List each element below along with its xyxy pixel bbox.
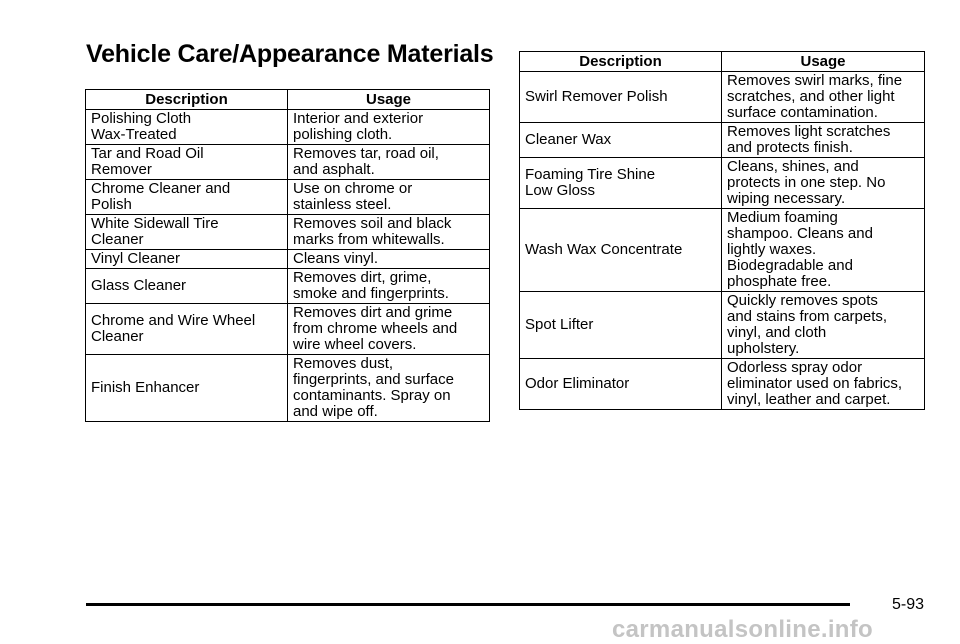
description-cell: Polishing Cloth Wax-Treated: [86, 110, 288, 145]
usage-cell: Removes swirl marks, fine scratches, and other light surface contamination.: [722, 72, 925, 123]
column-header-usage: Usage: [288, 90, 490, 110]
materials-table-right: [519, 51, 925, 410]
usage-cell: Removes soil and black marks from whitewalls.: [288, 215, 490, 250]
description-cell: Foaming Tire Shine Low Gloss: [520, 158, 722, 209]
table-row: [86, 145, 490, 180]
usage-cell: Cleans, shines, and protects in one step. No wiping necessary.: [722, 158, 925, 209]
materials-table-left: [85, 89, 490, 422]
usage-cell: Odorless spray odor eliminator used on fabrics, vinyl, leather and carpet.: [722, 359, 925, 410]
table-row: [520, 72, 925, 123]
usage-cell: Quickly removes spots and stains from carpets, vinyl, and cloth upholstery.: [722, 292, 925, 359]
usage-cell: Use on chrome or stainless steel.: [288, 180, 490, 215]
description-cell: Chrome Cleaner and Polish: [86, 180, 288, 215]
page-title: Vehicle Care/Appearance Materials: [86, 40, 494, 68]
watermark: carmanualsonline.info: [612, 616, 874, 643]
description-cell: White Sidewall Tire Cleaner: [86, 215, 288, 250]
table-header-row: [86, 90, 490, 110]
table-row: [86, 215, 490, 250]
column-header-description: Description: [520, 52, 722, 72]
description-cell: Odor Eliminator: [520, 359, 722, 410]
description-cell: Swirl Remover Polish: [520, 72, 722, 123]
description-cell: Cleaner Wax: [520, 123, 722, 158]
table-row: [86, 304, 490, 355]
usage-cell: Removes tar, road oil, and asphalt.: [288, 145, 490, 180]
description-cell: Glass Cleaner: [86, 269, 288, 304]
table-header-row: [520, 52, 925, 72]
table-row: [520, 292, 925, 359]
description-cell: Vinyl Cleaner: [86, 250, 288, 269]
table-row: [520, 158, 925, 209]
description-cell: Wash Wax Concentrate: [520, 209, 722, 292]
table-row: [86, 355, 490, 422]
usage-cell: Removes dirt, grime, smoke and fingerprints.: [288, 269, 490, 304]
column-header-usage: Usage: [722, 52, 925, 72]
usage-cell: Cleans vinyl.: [288, 250, 490, 269]
description-cell: Spot Lifter: [520, 292, 722, 359]
usage-cell: Removes dirt and grime from chrome wheels and wire wheel covers.: [288, 304, 490, 355]
table-row: [520, 209, 925, 292]
description-cell: Tar and Road Oil Remover: [86, 145, 288, 180]
table-row: [520, 359, 925, 410]
column-header-description: Description: [86, 90, 288, 110]
usage-cell: Medium foaming shampoo. Cleans and lightly waxes. Biodegradable and phosphate free.: [722, 209, 925, 292]
footer-rule: [86, 603, 850, 606]
table-row: [86, 110, 490, 145]
description-cell: Chrome and Wire Wheel Cleaner: [86, 304, 288, 355]
table-row: [86, 180, 490, 215]
table-row: [86, 250, 490, 269]
table-row: [86, 269, 490, 304]
usage-cell: Removes dust, fingerprints, and surface contaminants. Spray on and wipe off.: [288, 355, 490, 422]
table-row: [520, 123, 925, 158]
usage-cell: Removes light scratches and protects finish.: [722, 123, 925, 158]
page-number: 5-93: [892, 596, 925, 613]
description-cell: Finish Enhancer: [86, 355, 288, 422]
usage-cell: Interior and exterior polishing cloth.: [288, 110, 490, 145]
